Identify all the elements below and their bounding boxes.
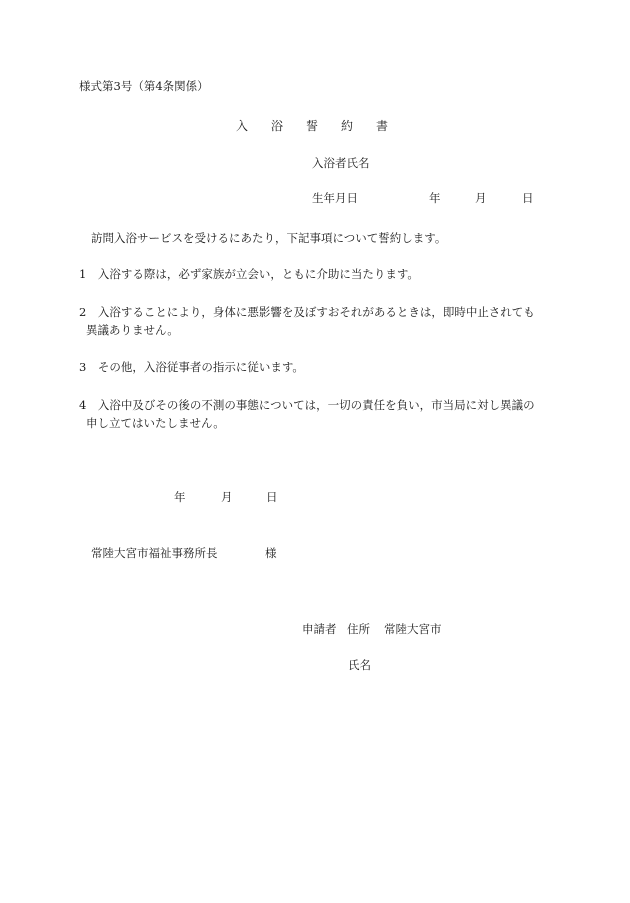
addressee: 常陸大宮市福祉事務所長 (91, 546, 218, 560)
date-day-unit: 日 (266, 490, 278, 504)
pledge-item-2-continued: 異議ありません。 (86, 323, 179, 337)
birth-day-unit: 日 (522, 191, 534, 205)
birth-date-label: 生年月日 (312, 191, 358, 205)
date-month-unit: 月 (221, 490, 233, 504)
address-label: 住所 (347, 622, 370, 636)
birth-date-row (312, 191, 534, 205)
pledge-item-3: 3 その他，入浴従事者の指示に従います。 (79, 360, 304, 374)
pledge-item-4-continued: 申し立てはいたしません。 (86, 416, 225, 430)
birth-month-unit: 月 (475, 191, 487, 205)
form-number: 様式第3号（第4条関係） (79, 79, 209, 93)
address-city: 常陸大宮市 (384, 622, 442, 636)
date-year-unit: 年 (174, 490, 186, 504)
honorific: 様 (265, 546, 277, 560)
applicant-label: 申請者 (302, 622, 337, 636)
document-title: 入浴誓約書 (236, 119, 412, 133)
pledge-item-2: 2 入浴することにより，身体に悪影響を及ぼすおそれがあるときは，即時中止されても (79, 305, 535, 319)
intro-text: 訪問入浴サービスを受けるにあたり，下記事項について誓約します。 (91, 231, 447, 245)
pledge-item-1: 1 入浴する際は，必ず家族が立会い，ともに介助に当たります。 (79, 267, 419, 281)
applicant-name-label: 氏名 (348, 658, 371, 672)
pledge-item-4: 4 入浴中及びその後の不測の事態については，一切の責任を負い，市当局に対し異議の (79, 398, 535, 412)
bather-name-label: 入浴者氏名 (312, 156, 370, 170)
birth-year-unit: 年 (429, 191, 441, 205)
